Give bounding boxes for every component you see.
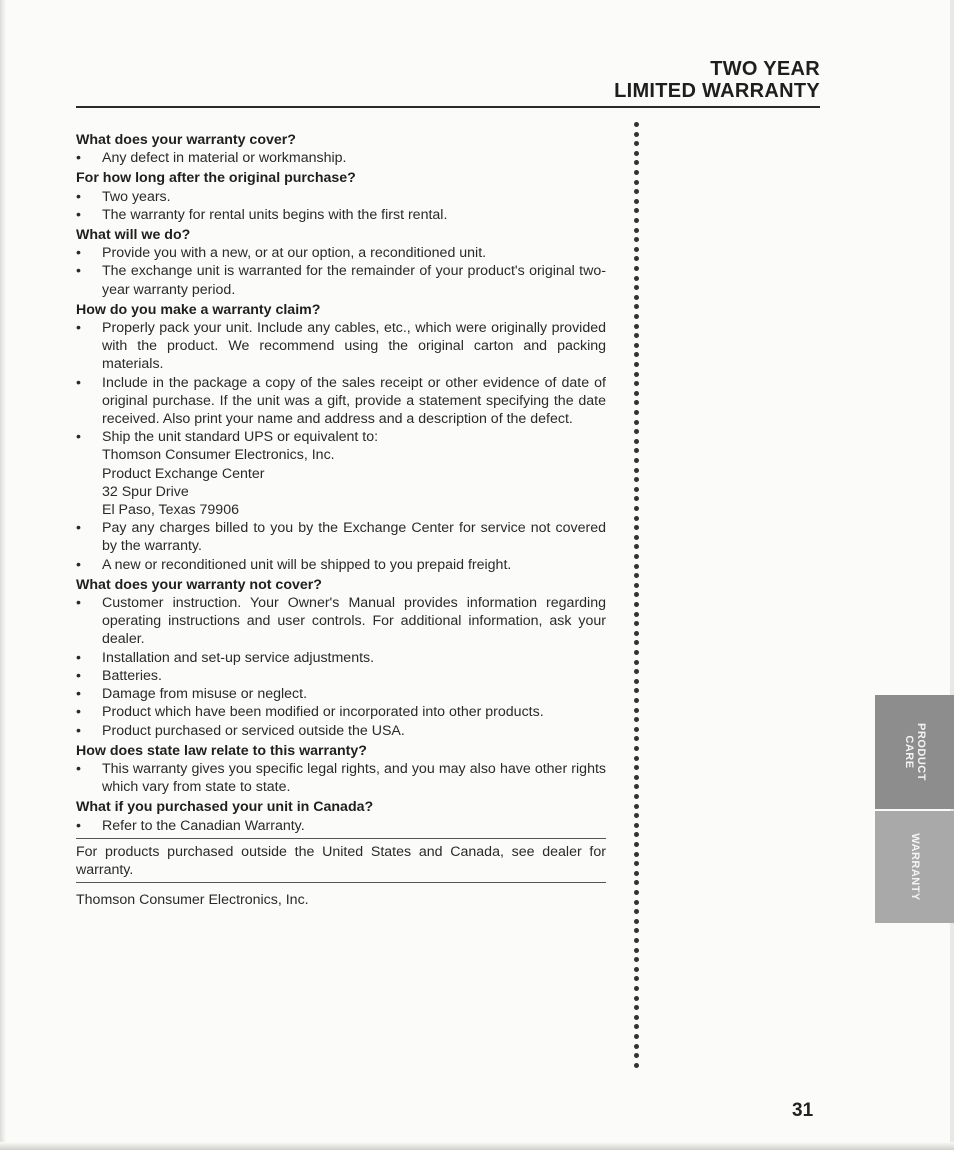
divider-dot [634, 592, 639, 597]
divider-dot [634, 938, 639, 943]
divider-dot [634, 631, 639, 636]
tab-product-care[interactable] [875, 695, 954, 809]
page-title [614, 58, 820, 102]
address-line: El Paso, Texas 79906 [102, 502, 239, 519]
divider [76, 838, 606, 839]
divider-dot [634, 160, 639, 165]
section-not-covered [76, 576, 606, 740]
divider-dot [634, 986, 639, 991]
divider-dot [634, 976, 639, 981]
divider-dot [634, 554, 639, 559]
divider-dot [634, 746, 639, 751]
divider-dot [634, 640, 639, 645]
divider-dot [634, 669, 639, 674]
divider-dot [634, 525, 639, 530]
dotted-column-divider [634, 122, 642, 1082]
divider-dot [634, 218, 639, 223]
divider-dot [634, 784, 639, 789]
ship-intro: • Ship the unit standard UPS or equivalent to: [102, 429, 379, 446]
section-heading: What does your warranty cover? [76, 132, 296, 148]
divider-dot [634, 564, 639, 569]
divider-dot [634, 468, 639, 473]
section-heading: What if you purchased your unit in Canada? [76, 799, 374, 816]
divider-dot [634, 794, 639, 799]
page-edge [950, 0, 954, 1150]
divider-dot [634, 813, 639, 818]
divider-dot [634, 324, 639, 329]
divider-dot [634, 506, 639, 511]
section-canada [76, 798, 606, 834]
warranty-content [76, 131, 606, 909]
divider-dot [634, 967, 639, 972]
divider-dot [634, 276, 639, 281]
divider-dot [634, 352, 639, 357]
divider-dot [634, 919, 639, 924]
divider-dot [634, 247, 639, 252]
footnote: For products purchased outside the United States and Canada, see dealer for warranty. [76, 843, 606, 878]
divider-dot [634, 372, 639, 377]
divider-dot [634, 1063, 639, 1068]
divider-dot [634, 756, 639, 761]
company-name: Thomson Consumer Electronics, Inc. [76, 892, 309, 909]
divider-dot [634, 151, 639, 156]
divider-dot [634, 573, 639, 578]
divider-dot [634, 688, 639, 693]
divider-dot [634, 448, 639, 453]
divider-dot [634, 496, 639, 501]
list-item: • Include in the package a copy of the sales receipt or other evidence of date of original purchase. If the unit was a gift, provide a statement specifying the date received. Also print your name and address and a description of the defect. [76, 374, 606, 429]
divider-dot [634, 544, 639, 549]
divider-dot [634, 314, 639, 319]
section-heading: How does state law relate to this warranty? [76, 742, 367, 759]
divider-dot [634, 1053, 639, 1058]
divider-dot [634, 928, 639, 933]
divider-dot [634, 871, 639, 876]
section-heading: What will we do? [76, 227, 191, 244]
divider-dot [634, 852, 639, 857]
divider-dot [634, 1024, 639, 1029]
divider-dot [634, 439, 639, 444]
divider-dot [634, 535, 639, 540]
list-item: • A new or reconditioned unit will be shipped to you prepaid freight. [76, 556, 606, 574]
page-edge [0, 1142, 954, 1150]
list-item: • Two years. [76, 188, 606, 206]
divider-dot [634, 477, 639, 482]
section-duration [76, 169, 606, 224]
divider-dot [634, 708, 639, 713]
divider-dot [634, 256, 639, 261]
address-line: Product Exchange Center [102, 465, 265, 482]
divider-dot [634, 650, 639, 655]
divider-dot [634, 717, 639, 722]
list-item: • Refer to the Canadian Warranty. [76, 817, 606, 835]
divider-dot [634, 180, 639, 185]
section-heading: What does your warranty not cover? [76, 576, 322, 593]
divider [76, 882, 606, 883]
list-item: • Installation and set-up service adjustments. [76, 649, 606, 667]
list-item-ship [76, 428, 606, 519]
section-claim [76, 301, 606, 574]
divider-dot [634, 333, 639, 338]
divider-dot [634, 727, 639, 732]
divider-dot [634, 621, 639, 626]
divider-dot [634, 362, 639, 367]
divider-dot [634, 660, 639, 665]
section-coverage [76, 131, 606, 167]
divider-dot [634, 516, 639, 521]
divider-dot [634, 381, 639, 386]
tab-label: PRODUCT [914, 723, 927, 781]
divider-dot [634, 612, 639, 617]
title-line-2: LIMITED WARRANTY [614, 80, 820, 102]
divider-dot [634, 420, 639, 425]
title-line-1: TWO YEAR [710, 58, 820, 80]
page-number: 31 [792, 1100, 814, 1121]
divider-dot [634, 861, 639, 866]
divider-dot [634, 842, 639, 847]
list-item: • Provide you with a new, or at our option, a reconditioned unit. [76, 244, 606, 262]
divider-dot [634, 458, 639, 463]
divider-dot [634, 391, 639, 396]
divider-dot [634, 208, 639, 213]
address-line: 32 Spur Drive [102, 483, 189, 500]
list-item: • Customer instruction. Your Owner's Manual provides information regarding operating instructions and user controls. For additional information, ask your dealer. [76, 594, 606, 649]
divider-dot [634, 237, 639, 242]
divider-dot [634, 909, 639, 914]
divider-dot [634, 996, 639, 1001]
section-heading: How do you make a warranty claim? [76, 301, 321, 318]
divider-dot [634, 832, 639, 837]
section-heading: For how long after the original purchase? [76, 170, 356, 187]
divider-dot [634, 890, 639, 895]
divider-dot [634, 679, 639, 684]
divider-dot [634, 948, 639, 953]
divider-dot [634, 266, 639, 271]
divider-dot [634, 304, 639, 309]
divider-dot [634, 170, 639, 175]
divider-dot [634, 199, 639, 204]
section-what-we-do [76, 226, 606, 299]
list-item: • Product which have been modified or incorporated into other products. [76, 703, 606, 721]
divider-dot [634, 823, 639, 828]
list-item: • The warranty for rental units begins with the first rental. [76, 206, 606, 224]
tab-label: CARE [902, 735, 915, 769]
divider-dot [634, 295, 639, 300]
list-item: • Product purchased or serviced outside the USA. [76, 722, 606, 740]
divider-dot [634, 1044, 639, 1049]
divider-dot [634, 602, 639, 607]
divider-dot [634, 1005, 639, 1010]
list-item: • This warranty gives you specific legal rights, and you may also have other rights which vary from state to state. [76, 760, 606, 796]
divider-dot [634, 487, 639, 492]
divider-dot [634, 410, 639, 415]
divider-dot [634, 429, 639, 434]
divider-dot [634, 132, 639, 137]
divider-dot [634, 765, 639, 770]
list-item: • Pay any charges billed to you by the Exchange Center for service not covered by the warranty. [76, 519, 606, 555]
list-item: • Properly pack your unit. Include any cables, etc., which were originally provided with the product. We recommend using the original carton and packing materials. [76, 319, 606, 374]
divider-dot [634, 698, 639, 703]
tab-label: WARRANTY [908, 833, 921, 901]
divider-dot [634, 880, 639, 885]
divider-dot [634, 141, 639, 146]
divider-dot [634, 583, 639, 588]
list-item: • Batteries. [76, 667, 606, 685]
divider-dot [634, 285, 639, 290]
page-edge [0, 0, 6, 1150]
tab-warranty[interactable] [875, 811, 954, 923]
divider-dot [634, 775, 639, 780]
section-state-law [76, 742, 606, 797]
divider-dot [634, 804, 639, 809]
list-item: • Any defect in material or workmanship. [76, 149, 606, 167]
divider-dot [634, 1015, 639, 1020]
divider-dot [634, 343, 639, 348]
address-line: Thomson Consumer Electronics, Inc. [102, 447, 335, 464]
divider-dot [634, 900, 639, 905]
divider-dot [634, 1034, 639, 1039]
list-item: • The exchange unit is warranted for the remainder of your product's original two-year warranty period. [76, 262, 606, 298]
divider-dot [634, 122, 639, 127]
list-item: • Damage from misuse or neglect. [76, 685, 606, 703]
divider-dot [634, 957, 639, 962]
divider-dot [634, 189, 639, 194]
divider-dot [634, 400, 639, 405]
title-divider [76, 106, 820, 108]
divider-dot [634, 228, 639, 233]
divider-dot [634, 736, 639, 741]
